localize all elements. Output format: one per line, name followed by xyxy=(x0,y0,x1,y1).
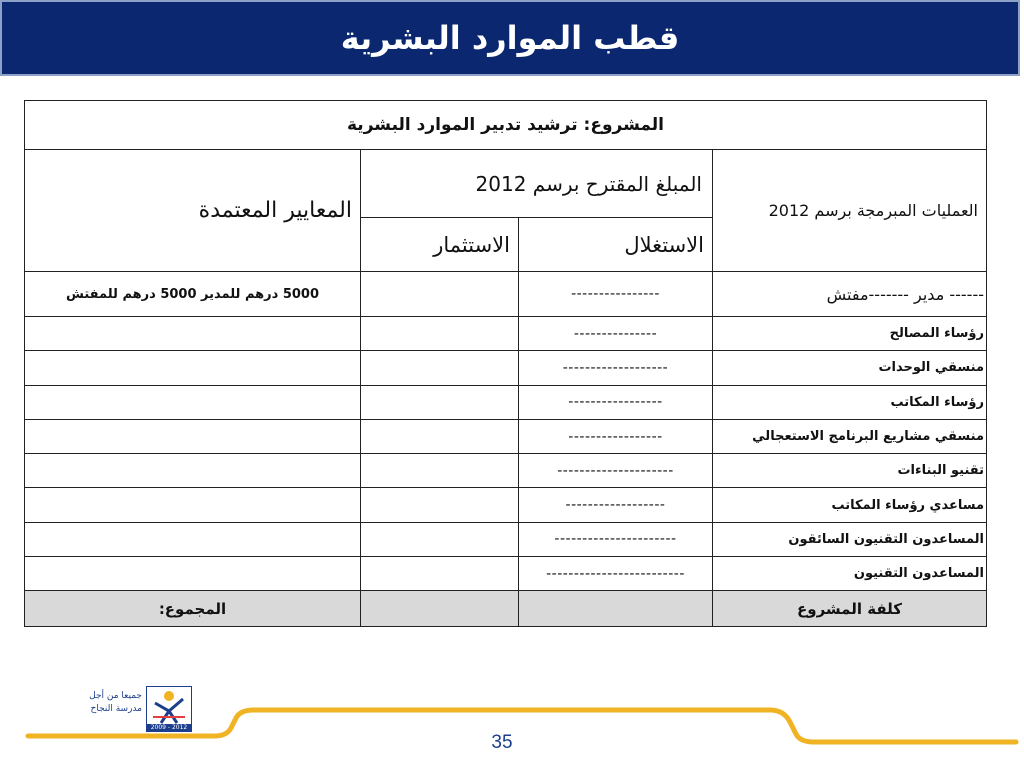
logo-years: 2009 - 2012 xyxy=(146,724,192,732)
table-row xyxy=(25,272,987,317)
total-row xyxy=(25,591,987,627)
header-row xyxy=(25,150,987,218)
operation-cell: مساعدي رؤساء المكاتب xyxy=(713,488,987,522)
criteria-cell xyxy=(25,351,361,385)
operation-cell: رؤساء المكاتب xyxy=(713,385,987,419)
operation-cell: المساعدون التقنيون xyxy=(713,557,987,591)
table-row xyxy=(25,488,987,522)
table-row xyxy=(25,454,987,488)
criteria-cell xyxy=(25,454,361,488)
logo-text xyxy=(50,690,142,716)
slide-title: قطب الموارد البشرية xyxy=(340,19,680,57)
header-criteria: المعايير المعتمدة xyxy=(25,150,361,272)
star-person-icon xyxy=(147,687,191,725)
table-row xyxy=(25,317,987,351)
school-logo xyxy=(50,686,192,734)
table-row xyxy=(25,385,987,419)
running-cell: --------------- xyxy=(519,317,713,351)
running-cell: --------------------- xyxy=(519,454,713,488)
header-amount: المبلغ المقترح برسم 2012 xyxy=(361,150,713,218)
operation-cell: منسقي الوحدات xyxy=(713,351,987,385)
table-row xyxy=(25,522,987,556)
investment-cell xyxy=(361,419,519,453)
running-cell: ------------------- xyxy=(519,351,713,385)
investment-cell xyxy=(361,272,519,317)
table-row xyxy=(25,351,987,385)
operation-cell: تقنيو البناءات xyxy=(713,454,987,488)
project-label: المشروع: ترشيد تدبير الموارد البشرية xyxy=(25,101,987,150)
criteria-cell xyxy=(25,522,361,556)
investment-cell xyxy=(361,454,519,488)
page-number: 35 xyxy=(491,732,513,753)
running-cell: ----------------- xyxy=(519,385,713,419)
criteria-cell: 5000 درهم للمدير 5000 درهم للمفتش xyxy=(25,272,361,317)
investment-cell xyxy=(361,317,519,351)
criteria-cell xyxy=(25,317,361,351)
running-cell: ------------------------- xyxy=(519,557,713,591)
investment-cell xyxy=(361,385,519,419)
operation-cell: المساعدون التقنيون السائقون xyxy=(713,522,987,556)
logo-line-2: مدرسة النجاح xyxy=(90,704,142,714)
criteria-cell xyxy=(25,557,361,591)
project-row xyxy=(25,101,987,150)
investment-cell xyxy=(361,522,519,556)
criteria-cell xyxy=(25,385,361,419)
total-investment-cell xyxy=(361,591,519,627)
sum-label: المجموع: xyxy=(25,591,361,627)
operation-cell: منسقي مشاريع البرنامج الاستعجالي xyxy=(713,419,987,453)
header-running: الاستغلال xyxy=(519,218,713,272)
criteria-cell xyxy=(25,419,361,453)
running-cell: ---------------- xyxy=(519,272,713,317)
investment-cell xyxy=(361,351,519,385)
criteria-cell xyxy=(25,488,361,522)
running-cell: ---------------------- xyxy=(519,522,713,556)
operation-cell: ------ مدير -------مفتش xyxy=(713,272,987,317)
running-cell: ----------------- xyxy=(519,419,713,453)
project-cost-label: كلفة المشروع xyxy=(713,591,987,627)
total-running-cell xyxy=(519,591,713,627)
investment-cell xyxy=(361,557,519,591)
slide-title-bar xyxy=(0,0,1020,76)
investment-cell xyxy=(361,488,519,522)
logo-line-1: جميعا من أجل xyxy=(89,691,142,701)
running-cell: ------------------ xyxy=(519,488,713,522)
operation-cell: رؤساء المصالح xyxy=(713,317,987,351)
table-row xyxy=(25,419,987,453)
header-investment: الاستثمار xyxy=(361,218,519,272)
table-row xyxy=(25,557,987,591)
header-operations: العمليات المبرمجة برسم 2012 xyxy=(713,150,987,272)
project-table xyxy=(24,100,987,627)
